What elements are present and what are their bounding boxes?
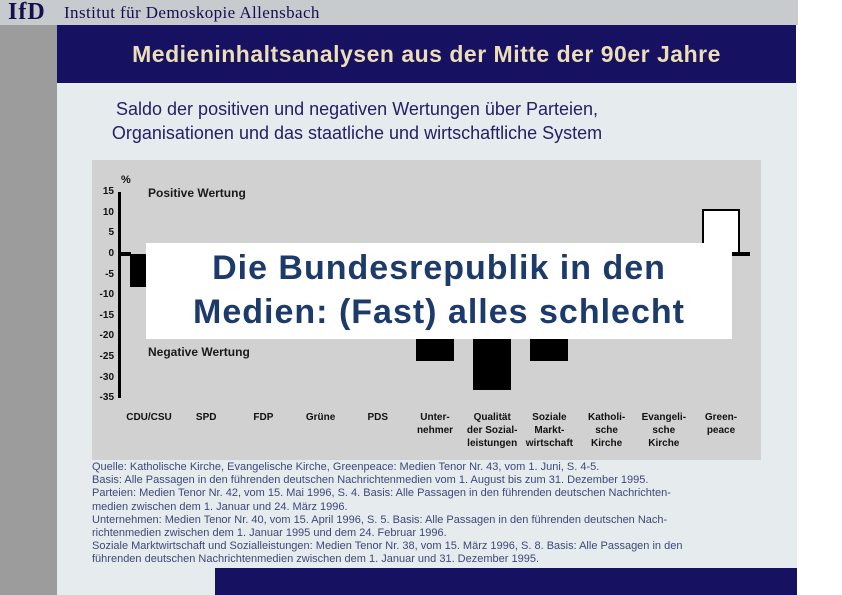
category-label-line: sche <box>652 425 676 436</box>
category-label-line: Green- <box>704 412 738 423</box>
category-label-line: leistungen <box>467 438 518 449</box>
source-note-line: führenden deutschen Nachrichtenmedien zwischen dem 1. Januar und 31. Dezember 1995. <box>92 553 539 566</box>
positive-wertung-label: Positive Wertung <box>148 186 246 200</box>
source-note-line: Quelle: Katholische Kirche, Evangelische Kirche, Greenpeace: Medien Tenor Nr. 43, vom 1. Juni, S. 4-5. <box>92 461 600 473</box>
y-axis-unit-label: % <box>121 174 131 186</box>
bottom-navy-bar <box>215 568 797 595</box>
y-tick-label: 5 <box>108 227 114 239</box>
headline-line-2: Medien: (Fast) alles schlecht <box>193 293 685 331</box>
negative-wertung-label: Negative Wertung <box>148 345 250 359</box>
category-label-line: Unter- <box>420 412 450 423</box>
headline-line-1: Die Bundesrepublik in den <box>212 249 666 287</box>
institute-name: Institut für Demoskopie Allensbach <box>64 3 320 22</box>
category-label-line: FDP <box>253 412 274 423</box>
left-gray-strip <box>0 25 57 595</box>
top-strip <box>0 0 798 25</box>
category-label-line: Grüne <box>305 412 336 423</box>
subtitle-line-1: Saldo der positiven und negativen Wertungen über Parteien, <box>116 99 598 119</box>
category-label-line: wirtschaft <box>525 438 573 449</box>
y-tick-label: -35 <box>99 392 114 404</box>
y-tick-label: -10 <box>99 289 114 301</box>
source-note-line: richtenmedien zwischen dem 1. Januar 1995 und dem 24. Februar 1996. <box>92 527 447 540</box>
category-label-line: Markt- <box>534 425 565 436</box>
chart-subtitle <box>57 97 657 145</box>
category-label-line: SPD <box>195 412 217 423</box>
category-label-line: Katholi- <box>587 412 626 423</box>
slide-title: Medieninhaltsanalysen aus der Mitte der 90er Jahre <box>132 41 721 67</box>
ifd-logo: IfD <box>8 0 46 25</box>
category-label-line: Soziale <box>532 412 567 423</box>
headline-overlay <box>146 243 732 339</box>
category-label-greenpeace <box>687 411 755 437</box>
category-label-line: peace <box>706 425 736 436</box>
y-tick-label: 0 <box>108 248 114 259</box>
category-label-line: Evangeli- <box>641 412 687 423</box>
source-notes <box>92 461 764 567</box>
y-tick-label: -20 <box>99 330 114 342</box>
category-label-line: nehmer <box>416 425 454 436</box>
y-tick-label: -5 <box>105 268 114 280</box>
category-label-line: Kirche <box>591 438 623 449</box>
source-note-line: Parteien: Medien Tenor Nr. 42, vom 15. Mai 1996, S. 4. Basis: Alle Passagen in den führenden deutschen Nachrichten- <box>92 487 671 500</box>
y-tick-label: -30 <box>99 371 114 383</box>
category-label-line: CDU/CSU <box>126 412 172 423</box>
category-label-line: Kirche <box>648 438 680 449</box>
y-tick-label: 15 <box>102 186 114 198</box>
source-note-line: Unternehmen: Medien Tenor Nr. 40, vom 15. April 1996, S. 5. Basis: Alle Passagen in den führenden deutschen Nach- <box>92 513 668 526</box>
category-label-line: PDS <box>367 412 389 423</box>
y-axis-line <box>118 192 121 398</box>
y-tick-label: -25 <box>99 351 114 362</box>
y-tick-label: -15 <box>99 309 114 321</box>
source-note-line: Soziale Marktwirtschaft und Sozialleistungen: Medien Tenor Nr. 38, vom 15. März 1996, S. 8. Basis: Alle Passagen in den <box>92 540 683 553</box>
source-note-line: Basis: Alle Passagen in den führenden deutschen Nachrichtenmedien vom 1. August bis zum 31. Dezember 1995. <box>92 474 649 487</box>
subtitle-line-2: Organisationen und das staatliche und wirtschaftliche System <box>111 123 603 143</box>
source-note-line: medien zwischen dem 1. Januar und 24. März 1996. <box>92 500 348 513</box>
category-label-line: der Sozial- <box>466 425 518 436</box>
title-banner <box>57 25 796 83</box>
category-label-line: sche <box>595 425 618 436</box>
category-label-line: Qualität <box>473 412 511 423</box>
y-tick-label: 10 <box>102 206 114 218</box>
